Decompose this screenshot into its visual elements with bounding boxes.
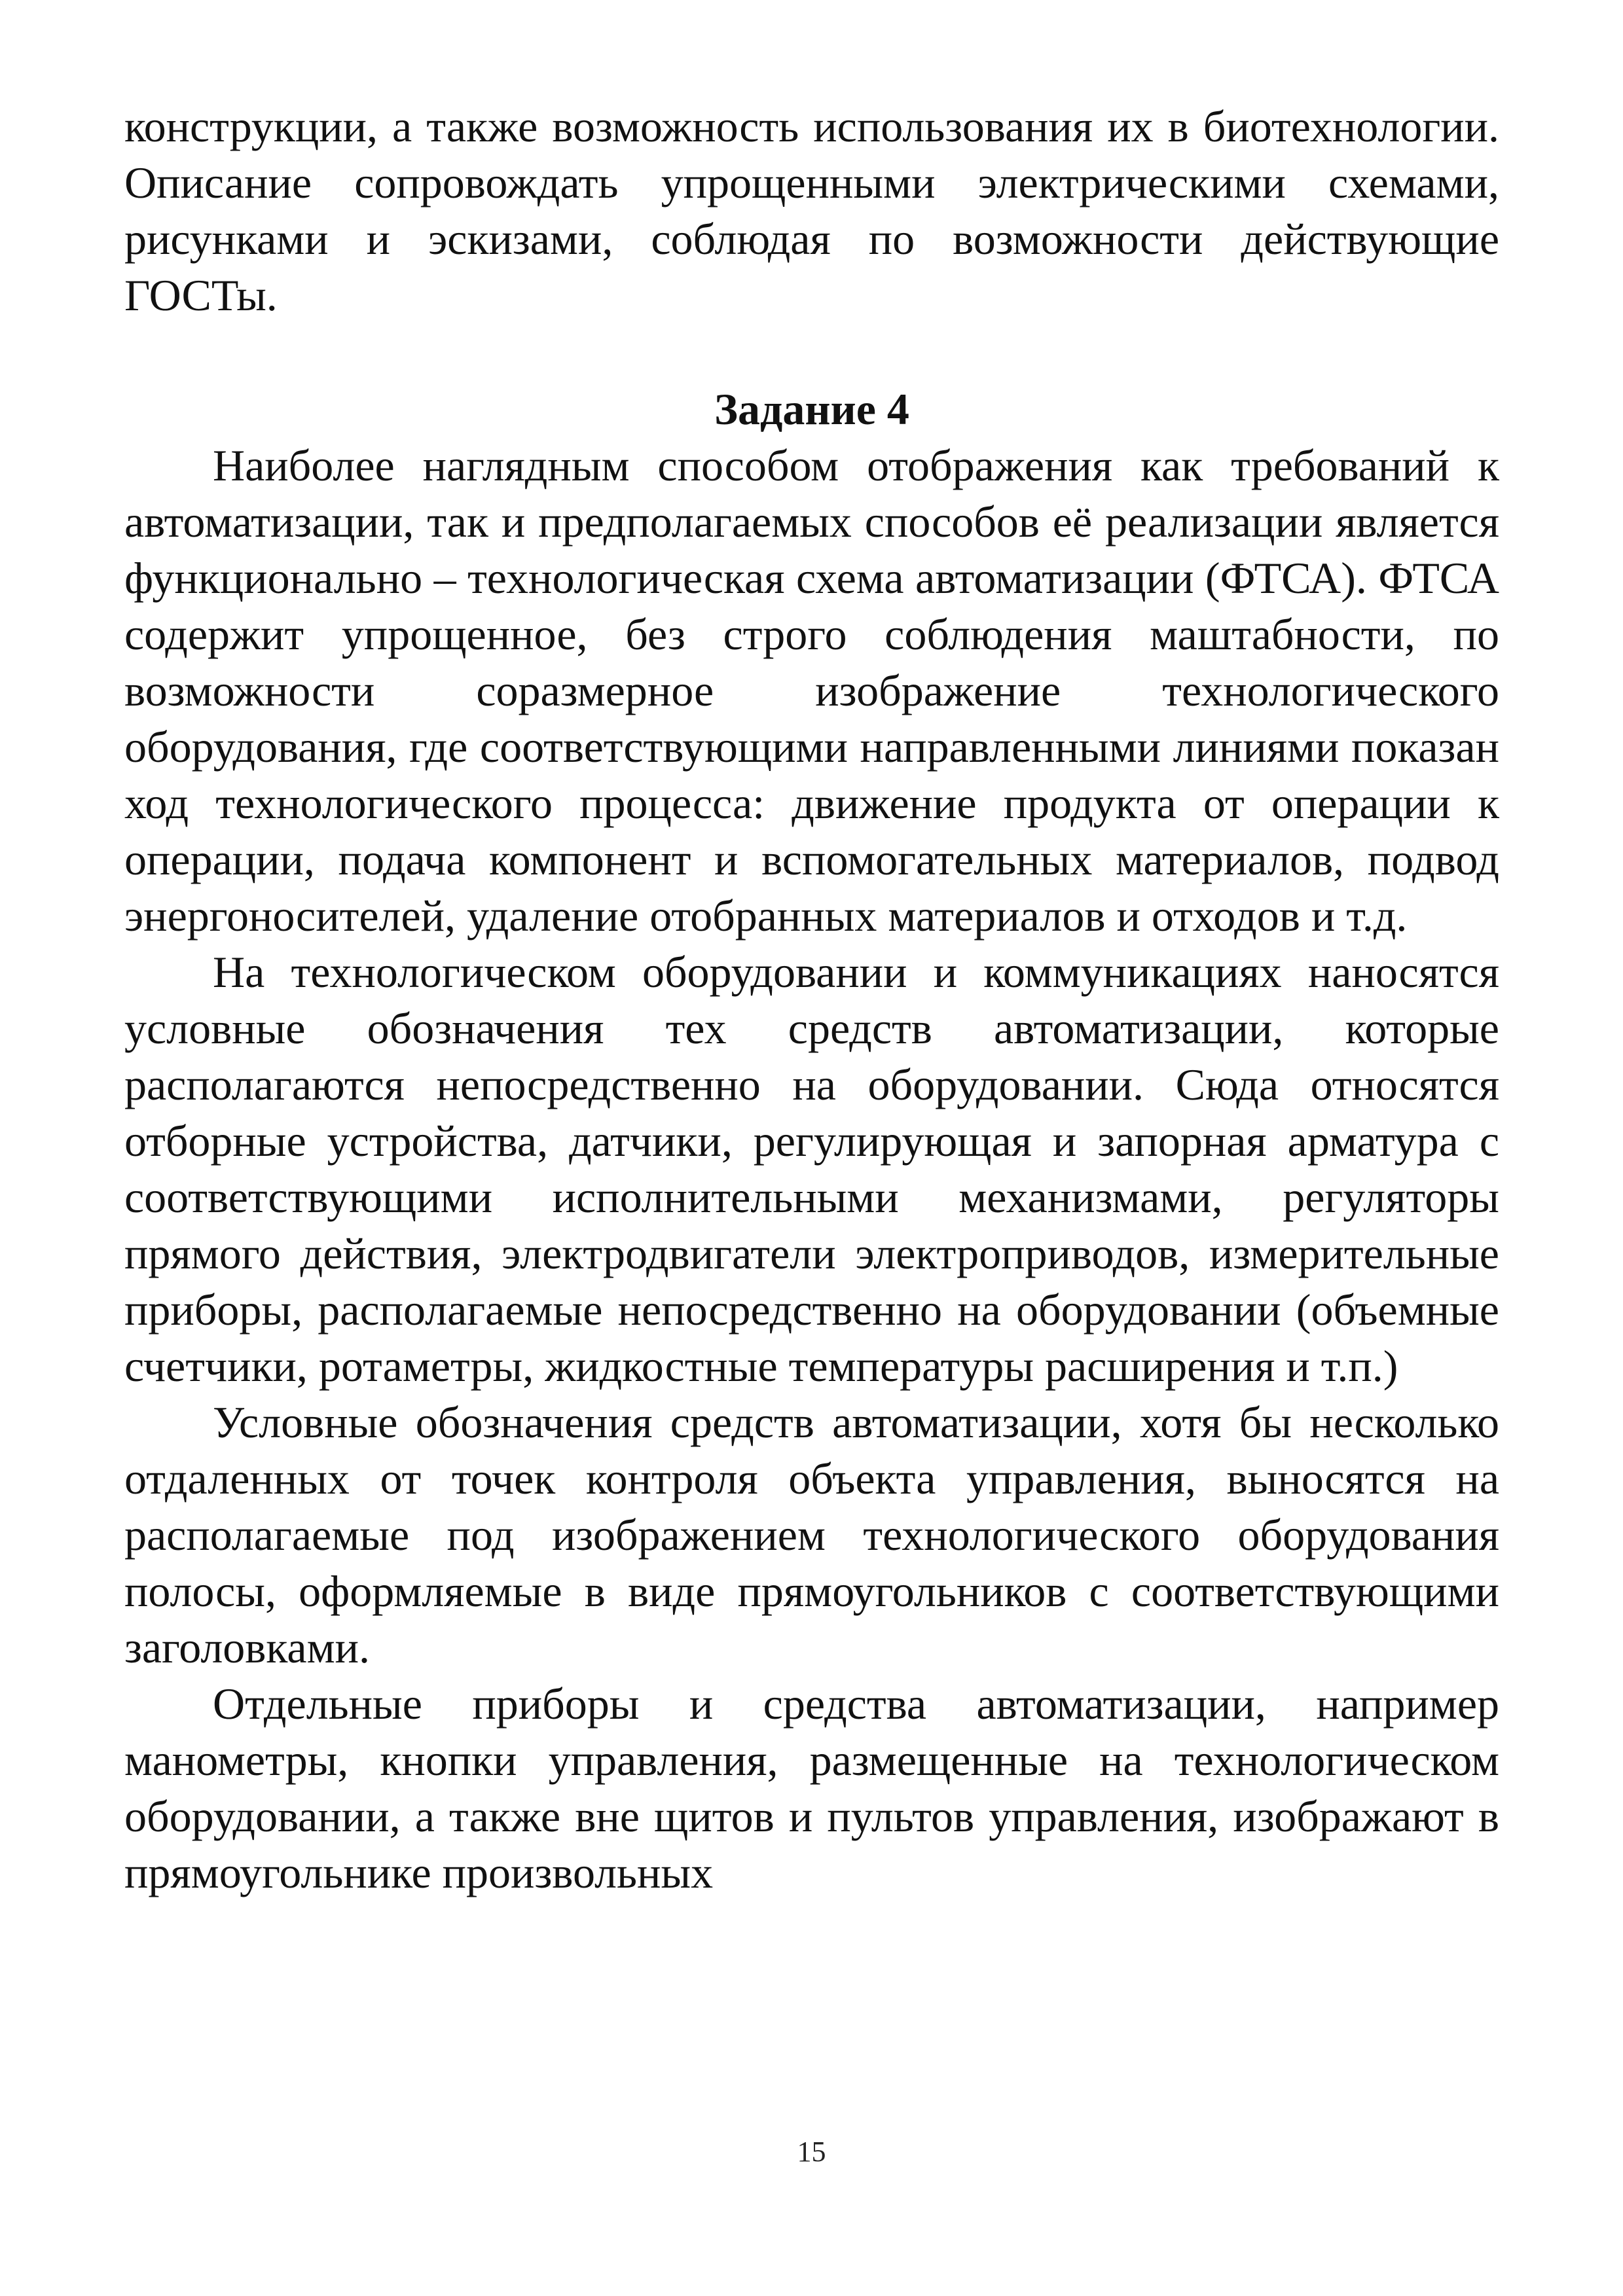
paragraph-remote-symbols: Условные обозначения средств автоматизации, хотя бы несколько отдаленных от точек контроля объекта управления, выносятся на располагаемые под изображением технологического оборудования полосы, оформляемые в виде прямоугольников с соответствующими заголовками. <box>124 1397 1499 1672</box>
paragraph-separate-devices: Отдельные приборы и средства автоматизации, например манометры, кнопки управления, размещенные на технологическом оборудовании, а также вне щитов и пультов управления, изображают в прямоугольнике произвольных <box>124 1679 1499 1897</box>
section-heading: Задание 4 <box>714 384 909 434</box>
paragraph-ftsa: Наиболее наглядным способом отображения как требований к автоматизации, так и предполагаемых способов её реализации является функционально – технологическая схема автоматизации (ФТСА). ФТСА содержит упрощенное, без строго соблюдения маштабности, по возможности соразмерное изображение технологического оборудования, где соответствующими направленными линиями показан ход технологического процесса: движение продукта от операции к операции, подача компонент и вспомогательных материалов, подвод энергоносителей, удаление отобранных материалов и отходов и т.д. <box>124 440 1499 941</box>
paragraph-equipment-symbols: На технологическом оборудовании и коммуникациях наносятся условные обозначения тех средств автоматизации, которые располагаются непосредственно на оборудовании. Сюда относятся отборные устройства, датчики, регулирующая и запорная арматура с соответствующими исполнительными механизмами, регуляторы прямого действия, электродвигатели электроприводов, измерительные приборы, располагаемые непосредственно на оборудовании (объемные счетчики, ротаметры, жидкостные температуры расширения и т.п.) <box>124 947 1499 1391</box>
page-number: 15 <box>797 2136 826 2168</box>
continuation-paragraph: конструкции, а также возможность использования их в биотехнологии. Описание сопровождать упрощенными электрическими схемами, рисунками и эскизами, соблюдая по возможности действующие ГОСТы. <box>124 101 1499 320</box>
section-body <box>124 437 1499 1901</box>
continuation-text <box>124 98 1499 323</box>
